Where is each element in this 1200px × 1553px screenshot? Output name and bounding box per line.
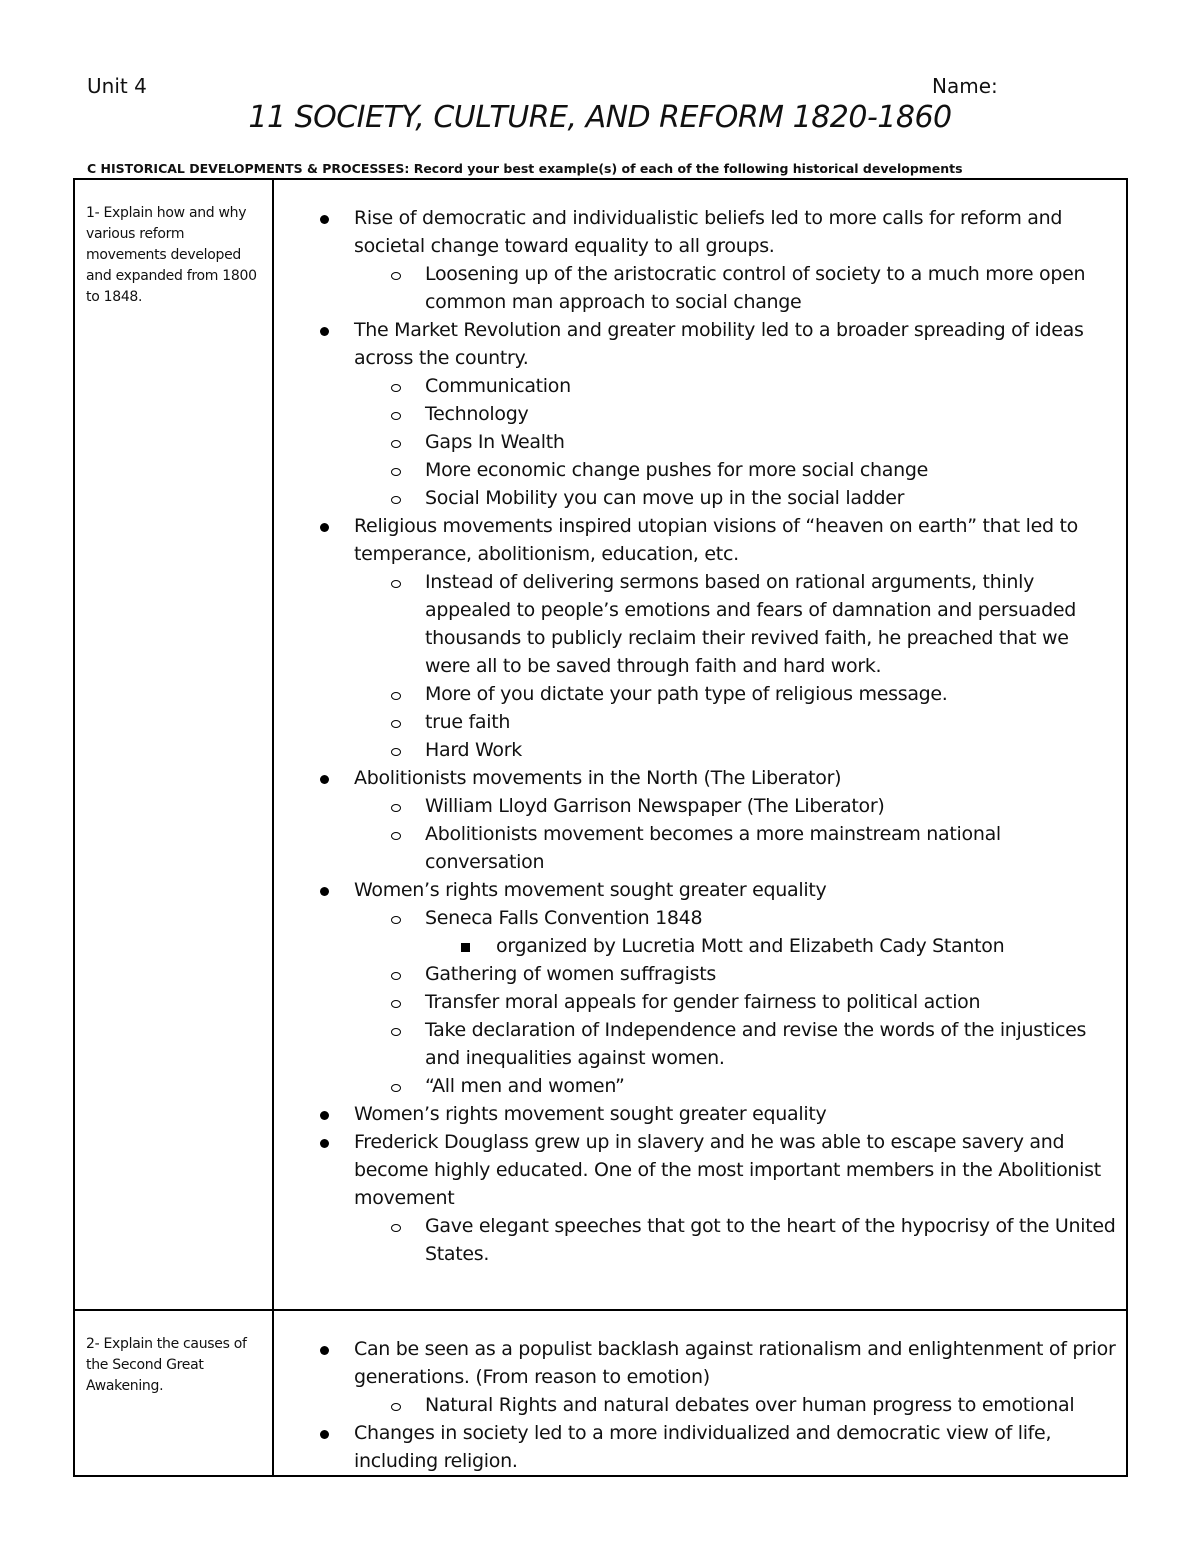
bullet-marker <box>391 1016 401 1044</box>
list-item-text: true faith <box>425 711 511 733</box>
hollow-bullet-icon <box>391 804 401 812</box>
list-item-text: Communication <box>425 375 571 397</box>
list-item <box>274 456 1126 484</box>
bullet-marker <box>391 820 401 848</box>
list-item <box>274 484 1126 512</box>
list-item <box>274 1100 1126 1128</box>
list-item-text: organized by Lucretia Mott and Elizabeth Cady Stanton <box>496 935 1005 957</box>
bullet-marker <box>391 1072 401 1100</box>
hollow-bullet-icon <box>391 832 401 840</box>
list-item-content <box>274 400 1126 428</box>
list-item-content <box>274 904 1126 932</box>
hollow-bullet-icon <box>391 748 401 756</box>
list-item <box>274 820 1126 876</box>
list-item-text: The Market Revolution and greater mobility led to a broader spreading of ideas across the country. <box>354 319 1084 369</box>
question-cell <box>74 1310 273 1476</box>
list-item <box>274 792 1126 820</box>
bullet-marker <box>320 316 329 344</box>
list-item-text: Gave elegant speeches that got to the heart of the hypocrisy of the United States. <box>425 1215 1116 1265</box>
list-item <box>274 904 1126 960</box>
list-item <box>274 1212 1126 1268</box>
list-item-content <box>274 512 1126 568</box>
list-item <box>274 876 1126 1100</box>
bullet-marker <box>320 1100 329 1128</box>
bullet-marker <box>320 1419 329 1447</box>
list-item-text: Women’s rights movement sought greater equality <box>354 1103 827 1125</box>
list-item-text: Social Mobility you can move up in the social ladder <box>425 487 905 509</box>
list-item-content <box>274 876 1126 904</box>
list-item-text: Women’s rights movement sought greater equality <box>354 879 827 901</box>
list-item-text: Seneca Falls Convention 1848 <box>425 907 703 929</box>
list-item-content <box>274 316 1126 372</box>
question-text: 1- Explain how and why various reform movements developed and expanded from 1800 to 1848. <box>86 205 257 305</box>
section-instructions: C HISTORICAL DEVELOPMENTS & PROCESSES: Record your best example(s) of each of the following historical developments <box>87 161 963 176</box>
list-item-content <box>274 764 1126 792</box>
notes-table <box>73 178 1128 1477</box>
sub-list <box>274 1391 1126 1419</box>
filled-bullet-icon <box>320 887 329 896</box>
list-item-content <box>274 1072 1126 1100</box>
bullet-marker <box>391 568 401 596</box>
list-item-text: Take declaration of Independence and revise the words of the injustices and inequalities against women. <box>425 1019 1087 1069</box>
filled-bullet-icon <box>320 523 329 532</box>
table-row <box>74 1310 1127 1476</box>
list-item <box>274 960 1126 988</box>
list-item-content <box>274 372 1126 400</box>
list-item-text: Instead of delivering sermons based on rational arguments, thinly appealed to people’s emotions and fears of damnation and persuaded thousands to publicly reclaim their revived faith, he preached that we were all to be saved through faith and hard work. <box>425 571 1076 677</box>
list-item <box>274 988 1126 1016</box>
answer-cell <box>273 1310 1127 1476</box>
list-item-content <box>274 988 1126 1016</box>
bullet-marker <box>391 708 401 736</box>
hollow-bullet-icon <box>391 1028 401 1036</box>
bullet-marker <box>320 1335 329 1363</box>
filled-bullet-icon <box>320 1430 329 1439</box>
sub-list <box>274 1212 1126 1268</box>
bullet-marker <box>391 680 401 708</box>
bullet-marker <box>391 428 401 456</box>
hollow-bullet-icon <box>391 468 401 476</box>
list-item-text: Gaps In Wealth <box>425 431 565 453</box>
list-item <box>274 204 1126 316</box>
hollow-bullet-icon <box>391 916 401 924</box>
answer-cell <box>273 179 1127 1310</box>
filled-bullet-icon <box>320 1111 329 1120</box>
bullet-marker <box>320 764 329 792</box>
list-item-text: More of you dictate your path type of religious message. <box>425 683 948 705</box>
list-item <box>274 932 1126 960</box>
list-item <box>274 1072 1126 1100</box>
list-item-text: “All men and women” <box>425 1075 625 1097</box>
list-item-content <box>274 484 1126 512</box>
bullet-marker <box>320 512 329 540</box>
unit-label: Unit 4 <box>87 74 147 98</box>
list-item <box>274 400 1126 428</box>
list-item <box>274 372 1126 400</box>
filled-bullet-icon <box>320 775 329 784</box>
sub-list <box>274 792 1126 876</box>
list-item <box>274 1419 1126 1475</box>
sub-list <box>274 260 1126 316</box>
bullet-marker <box>391 960 401 988</box>
filled-bullet-icon <box>320 1139 329 1148</box>
list-item-text: Technology <box>425 403 529 425</box>
bullet-marker <box>391 484 401 512</box>
hollow-bullet-icon <box>391 580 401 588</box>
hollow-bullet-icon <box>391 1084 401 1092</box>
list-item-content <box>274 456 1126 484</box>
list-item-content <box>274 568 1126 680</box>
list-item <box>274 764 1126 876</box>
list-item <box>274 736 1126 764</box>
list-item <box>274 1391 1126 1419</box>
filled-bullet-icon <box>320 327 329 336</box>
page-title: 11 SOCIETY, CULTURE, AND REFORM 1820-1860 <box>248 100 952 135</box>
list-item <box>274 428 1126 456</box>
list-item-text: Religious movements inspired utopian visions of “heaven on earth” that led to temperance, abolitionism, education, etc. <box>354 515 1078 565</box>
hollow-bullet-icon <box>391 720 401 728</box>
list-item-text: Abolitionists movements in the North (The Liberator) <box>354 767 842 789</box>
answer-list <box>274 1311 1126 1475</box>
list-item-text: More economic change pushes for more social change <box>425 459 929 481</box>
bullet-marker <box>391 456 401 484</box>
question-cell <box>74 179 273 1310</box>
bullet-marker <box>461 932 470 960</box>
square-bullet-icon <box>461 943 470 952</box>
sub-list <box>274 904 1126 1100</box>
list-item-text: Frederick Douglass grew up in slavery and he was able to escape savery and become highly educated. One of the most important members in the Abolitionist movement <box>354 1131 1101 1209</box>
bullet-marker <box>391 1391 401 1419</box>
list-item-content <box>274 1100 1126 1128</box>
list-item <box>274 708 1126 736</box>
answer-list <box>274 180 1126 1268</box>
list-item-text: Loosening up of the aristocratic control of society to a much more open common man approach to social change <box>425 263 1086 313</box>
bullet-marker <box>391 1212 401 1240</box>
list-item-text: Transfer moral appeals for gender fairness to political action <box>425 991 981 1013</box>
list-item <box>274 1016 1126 1072</box>
list-item-content <box>274 204 1126 260</box>
bullet-marker <box>391 904 401 932</box>
bullet-marker <box>320 876 329 904</box>
bullet-marker <box>320 1128 329 1156</box>
list-item-content <box>274 932 1126 960</box>
list-item-content <box>274 1212 1126 1268</box>
hollow-bullet-icon <box>391 440 401 448</box>
list-item-content <box>274 260 1126 316</box>
hollow-bullet-icon <box>391 1000 401 1008</box>
list-item <box>274 512 1126 764</box>
list-item-text: Natural Rights and natural debates over human progress to emotional <box>425 1394 1075 1416</box>
table-row <box>74 179 1127 1310</box>
list-item-content <box>274 1128 1126 1212</box>
sub-list <box>274 568 1126 764</box>
hollow-bullet-icon <box>391 496 401 504</box>
list-item-text: Can be seen as a populist backlash against rationalism and enlightenment of prior generations. (From reason to emotion) <box>354 1338 1116 1388</box>
bullet-marker <box>391 988 401 1016</box>
hollow-bullet-icon <box>391 1224 401 1232</box>
list-item-content <box>274 680 1126 708</box>
list-item <box>274 1128 1126 1268</box>
hollow-bullet-icon <box>391 1403 401 1411</box>
list-item <box>274 260 1126 316</box>
list-item-content <box>274 428 1126 456</box>
list-item-content <box>274 960 1126 988</box>
list-item <box>274 568 1126 680</box>
list-item-text: Changes in society led to a more individualized and democratic view of life, including religion. <box>354 1422 1052 1472</box>
bullet-marker <box>391 372 401 400</box>
hollow-bullet-icon <box>391 412 401 420</box>
hollow-bullet-icon <box>391 692 401 700</box>
bullet-marker <box>320 204 329 232</box>
bullet-marker <box>391 792 401 820</box>
bullet-marker <box>391 736 401 764</box>
list-item-content <box>274 1335 1126 1391</box>
list-item <box>274 1335 1126 1419</box>
list-item-content <box>274 820 1126 876</box>
list-item-content <box>274 708 1126 736</box>
hollow-bullet-icon <box>391 972 401 980</box>
list-item <box>274 680 1126 708</box>
filled-bullet-icon <box>320 1346 329 1355</box>
filled-bullet-icon <box>320 215 329 224</box>
list-item-text: Abolitionists movement becomes a more mainstream national conversation <box>425 823 1001 873</box>
question-text: 2- Explain the causes of the Second Great Awakening. <box>86 1336 247 1394</box>
list-item-text: Gathering of women suffragists <box>425 963 716 985</box>
bullet-marker <box>391 400 401 428</box>
hollow-bullet-icon <box>391 384 401 392</box>
list-item-text: Rise of democratic and individualistic beliefs led to more calls for reform and societal change toward equality to all groups. <box>354 207 1063 257</box>
list-item-content <box>274 1391 1126 1419</box>
list-item-text: Hard Work <box>425 739 522 761</box>
list-item-content <box>274 1419 1126 1475</box>
list-item-content <box>274 736 1126 764</box>
list-item-text: William Lloyd Garrison Newspaper (The Liberator) <box>425 795 885 817</box>
sub-list <box>274 932 1126 960</box>
name-label: Name: <box>932 74 998 98</box>
sub-list <box>274 372 1126 512</box>
bullet-marker <box>391 260 401 288</box>
list-item <box>274 316 1126 512</box>
list-item-content <box>274 1016 1126 1072</box>
list-item-content <box>274 792 1126 820</box>
hollow-bullet-icon <box>391 272 401 280</box>
